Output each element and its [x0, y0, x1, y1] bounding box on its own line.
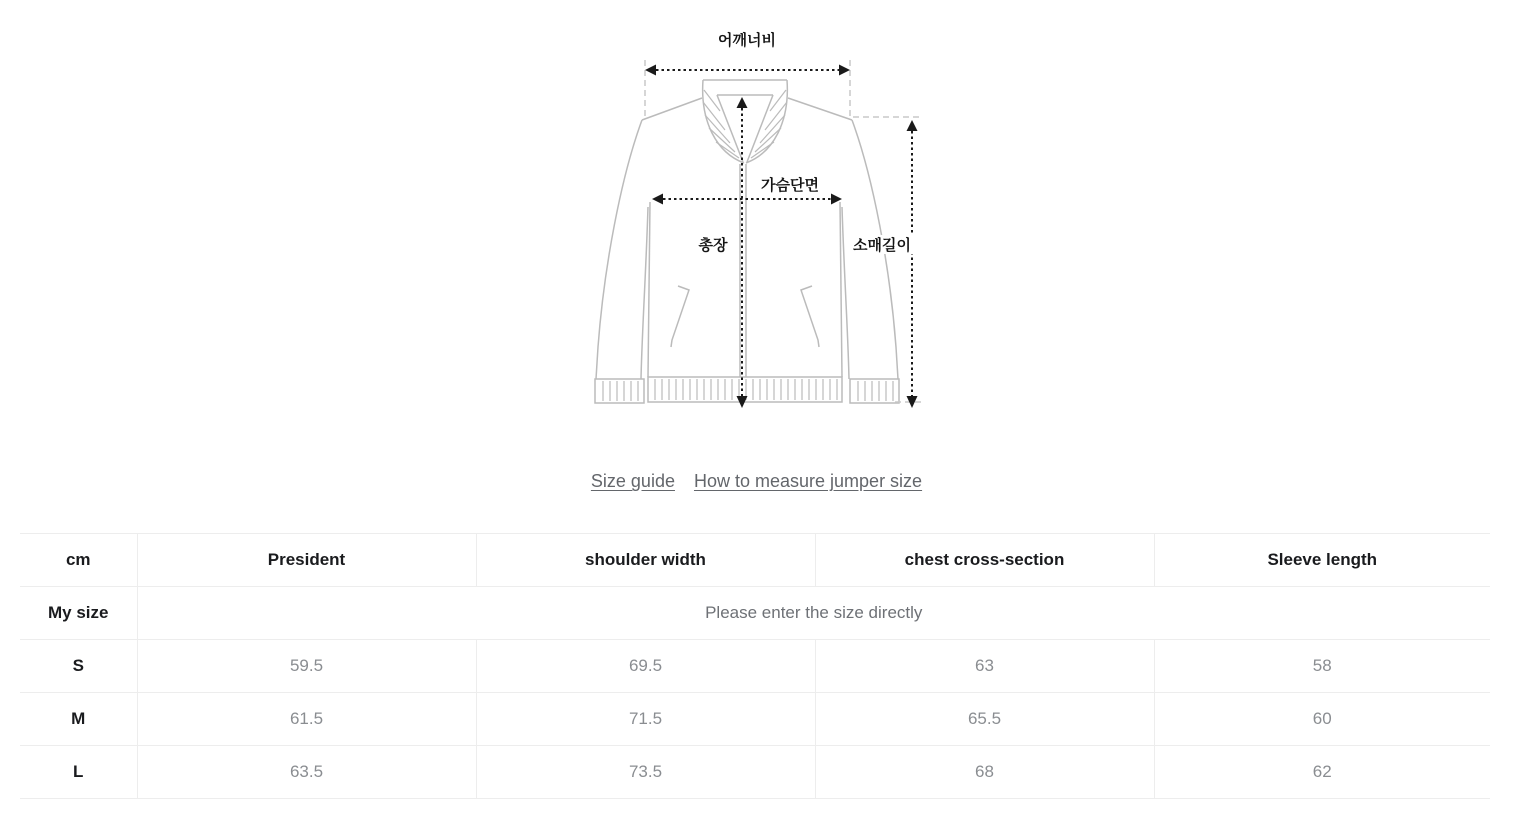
my-size-input-cell[interactable]: Please enter the size directly [137, 587, 1490, 640]
size-table [20, 533, 1490, 799]
size-table-header-row [20, 534, 1490, 587]
size-value-cell: 71.5 [476, 693, 815, 746]
size-guide-link[interactable]: Size guide [590, 471, 675, 491]
collar-hatching [703, 90, 787, 158]
size-label-cell: L [20, 746, 137, 799]
jumper-measurement-diagram [577, 12, 937, 417]
size-value-cell: 73.5 [476, 746, 815, 799]
my-size-label-cell: My size [20, 587, 137, 640]
how-to-measure-link[interactable]: How to measure jumper size [693, 471, 923, 491]
label-sleeve-length: 소매길이 [852, 237, 911, 254]
size-label-cell: S [20, 640, 137, 693]
size-value-cell: 63 [815, 640, 1154, 693]
column-header-shoulder-width: shoulder width [476, 534, 815, 587]
left-pocket [671, 286, 689, 347]
table-row-m [20, 693, 1490, 746]
size-value-cell: 59.5 [137, 640, 476, 693]
label-shoulder-width: 어깨너비 [717, 32, 776, 49]
label-total-length: 총장 [698, 237, 727, 254]
unit-header-cell: cm [20, 534, 137, 587]
size-value-cell: 65.5 [815, 693, 1154, 746]
size-value-cell: 62 [1154, 746, 1490, 799]
size-value-cell: 63.5 [137, 746, 476, 799]
size-links [0, 471, 1513, 492]
size-value-cell: 60 [1154, 693, 1490, 746]
right-pocket [801, 286, 819, 347]
size-label-cell: M [20, 693, 137, 746]
column-header-president: President [137, 534, 476, 587]
size-value-cell: 61.5 [137, 693, 476, 746]
size-value-cell: 69.5 [476, 640, 815, 693]
table-row-l [20, 746, 1490, 799]
label-chest-cross-section: 가슴단면 [760, 177, 819, 194]
table-row-s [20, 640, 1490, 693]
my-size-row [20, 587, 1490, 640]
size-value-cell: 58 [1154, 640, 1490, 693]
column-header-chest-cross-section: chest cross-section [815, 534, 1154, 587]
column-header-sleeve-length: Sleeve length [1154, 534, 1490, 587]
size-value-cell: 68 [815, 746, 1154, 799]
jumper-diagram-svg [577, 12, 937, 417]
